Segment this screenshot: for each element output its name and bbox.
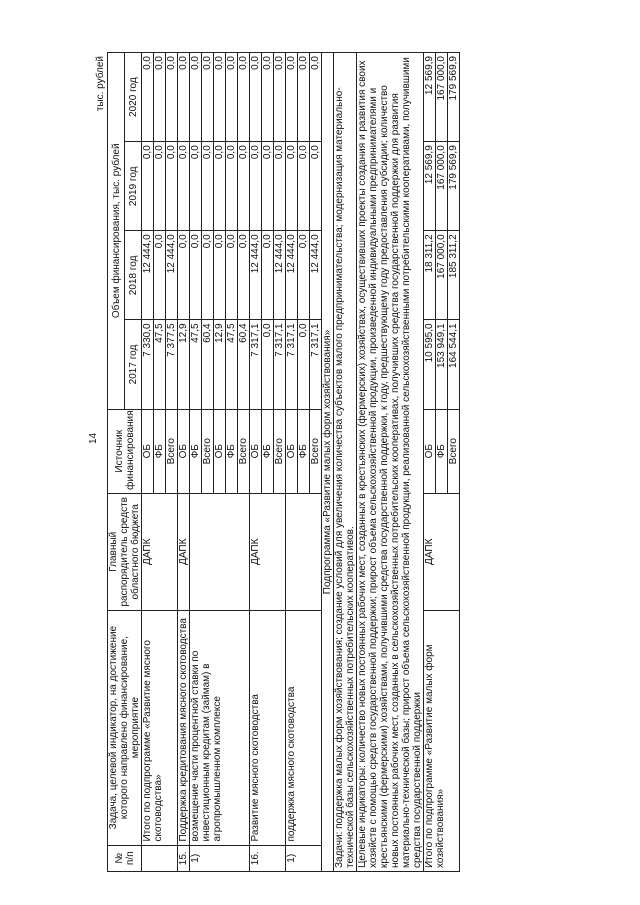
row-value: 0,0 [190,231,202,320]
row-value: 7 377,5 [166,320,178,409]
row-value: 7 317,1 [286,320,298,409]
row-task: поддержка мясного скотоводства [286,610,322,845]
row-value: 60,4 [238,320,250,409]
row-number: 1) [286,845,322,871]
row-value: 0,0 [298,320,310,409]
row-source: ОБ [424,409,436,493]
row-source: ОБ [178,409,190,493]
row-source: Всего [166,409,178,493]
row-value: 12 444,0 [166,231,178,320]
row-task: возмещение части процентной ставки по инвестиционным кредитам (займам) в агропромышленном комплексе [190,610,250,845]
page-number: 14 [88,432,99,444]
row-value: 47,5 [190,320,202,409]
indicators-text: Целевые индикаторы: количество новых постоянных рабочих мест, созданных в крестьянских (фермерских) хозяйствах, осуществивших проекты создания и развития своих хозяйств с помощью средств государственной поддержки; прирост объема сельскохозяйственной продукции, произведенной индивидуальными предпринимателями и крестьянскими (фермерскими) хозяйствами, получившими средства государственной поддержки, к году, предшествующему году предоставления субсидии; количество новых постоянных рабочих мест, созданных в сельскохозяйственных потребительских кооперативах, получивших средства государственной поддержки для развития материально-технической базы; прирост объема сельскохозяйственной продукции, реализованной сельскохозяйственными потребительскими кооперативами, получившими средства государственной поддержки [357,53,424,872]
header-volume: Объем финансирования, тыс. рублей [108,53,125,410]
row-value: 0,0 [274,142,286,231]
table-body [142,53,460,872]
row-source: Всего [274,409,286,493]
row-value: 18 311,2 [424,231,436,320]
tasks-text: Задачи: поддержка малых форм хозяйствования; создание условий для увеличения количества субъектов малого предпринимательства; модернизация материально-технической базы сельскохозяйственных потребительских кооперативов. [334,53,357,872]
row-value: 0,0 [250,142,262,231]
row-value: 10 595,0 [424,320,436,409]
row-value: 12,9 [214,320,226,409]
unit-label: тыс. рублей [95,56,106,112]
row-value: 12 444,0 [286,231,298,320]
row-value: 185 311,2 [448,231,460,320]
table-row [322,53,334,872]
row-value: 0,0 [250,53,262,142]
row-source: ОБ [286,409,298,493]
table-row [250,53,262,872]
row-value: 0,0 [202,142,214,231]
row-number: 15. [178,845,190,871]
table-row [334,53,357,872]
subprogram-title: Подпрограмма «Развитие малых форм хозяйствования» [322,53,334,872]
row-value: 0,0 [202,53,214,142]
table-row [424,53,436,872]
row-source: ФБ [436,409,448,493]
row-value: 0,0 [178,142,190,231]
row-value: 0,0 [262,320,274,409]
row-value: 164 544,1 [448,320,460,409]
row-value: 12 444,0 [250,231,262,320]
row-value: 0,0 [214,231,226,320]
header-source: Источник финансирования [108,409,142,493]
row-manager: ДАПК [250,493,286,610]
row-value: 153 949,1 [436,320,448,409]
row-value: 0,0 [310,142,322,231]
row-value: 0,0 [166,53,178,142]
header-year: 2017 год [125,320,142,409]
row-value: 7 317,1 [274,320,286,409]
row-value: 0,0 [142,53,154,142]
row-value: 47,5 [226,320,238,409]
row-source: ОБ [142,409,154,493]
table-row [178,53,190,872]
row-value: 12,9 [178,320,190,409]
row-value: 7 317,1 [250,320,262,409]
row-value: 12 444,0 [310,231,322,320]
row-value: 167 000,0 [436,142,448,231]
row-value: 0,0 [238,231,250,320]
table-row [142,53,154,872]
row-source: ОБ [214,409,226,493]
row-value: 0,0 [190,142,202,231]
header-row-1 [108,53,125,872]
row-manager: ДАПК [424,493,460,610]
row-value: 0,0 [298,231,310,320]
header-manager: Главный распорядитель средств областного бюджета [108,493,142,610]
table-row [286,53,298,872]
row-source: ОБ [250,409,262,493]
row-value: 0,0 [310,53,322,142]
row-value: 0,0 [202,231,214,320]
row-source: ФБ [154,409,166,493]
row-value: 0,0 [226,142,238,231]
row-value: 0,0 [214,53,226,142]
row-value: 0,0 [154,142,166,231]
row-value: 0,0 [226,53,238,142]
row-manager: ДАПК [142,493,178,610]
row-value: 60,4 [202,320,214,409]
row-value: 0,0 [262,142,274,231]
row-value: 179 569,9 [448,142,460,231]
row-number: 16. [250,845,286,871]
row-task: Развитие мясного скотоводства [250,610,286,845]
row-task: Итого по подпрограмме «Развитие малых форм хозяйствования» [424,610,460,871]
row-value: 0,0 [262,53,274,142]
row-value: 0,0 [298,53,310,142]
row-value: 0,0 [238,53,250,142]
financing-table [107,52,460,872]
header-year: 2018 год [125,231,142,320]
row-value: 0,0 [298,142,310,231]
row-value: 0,0 [262,231,274,320]
row-number: 1) [190,845,250,871]
row-source: ФБ [262,409,274,493]
row-source: Всего [238,409,250,493]
row-source: Всего [202,409,214,493]
header-task: Задача, целевой индикатор, на достижение которого направлено финансирование, мероприятие [108,610,142,845]
row-manager [286,493,322,610]
row-value: 0,0 [286,142,298,231]
row-value: 0,0 [142,142,154,231]
header-num: № п/п [108,845,142,871]
header-year: 2019 год [125,142,142,231]
table-row [357,53,424,872]
rotated-page [95,52,460,872]
row-manager [190,493,250,610]
row-value: 0,0 [238,142,250,231]
row-value: 12 569,9 [424,142,436,231]
row-value: 12 444,0 [142,231,154,320]
row-value: 0,0 [214,142,226,231]
row-manager: ДАПК [178,493,190,610]
header-year: 2020 год [125,53,142,142]
table-row [190,53,202,872]
row-source: ФБ [190,409,202,493]
row-task: Поддержка кредитования мясного скотоводства [178,610,190,845]
row-value: 0,0 [154,231,166,320]
row-value: 0,0 [226,231,238,320]
row-value: 0,0 [178,231,190,320]
row-value: 179 569,9 [448,53,460,142]
row-value: 7 330,0 [142,320,154,409]
row-value: 12 569,9 [424,53,436,142]
row-source: Всего [310,409,322,493]
row-value: 0,0 [178,53,190,142]
row-task: Итого по подпрограмме «Развитие мясного скотоводства» [142,610,178,845]
row-source: ФБ [298,409,310,493]
row-value: 47,5 [154,320,166,409]
row-value: 0,0 [154,53,166,142]
row-value: 0,0 [274,53,286,142]
row-source: ФБ [226,409,238,493]
row-value: 167 000,0 [436,53,448,142]
row-number [142,845,178,871]
row-value: 7 317,1 [310,320,322,409]
row-value: 167 000,0 [436,231,448,320]
row-value: 0,0 [190,53,202,142]
row-value: 0,0 [166,142,178,231]
row-source: Всего [448,409,460,493]
row-value: 12 444,0 [274,231,286,320]
row-value: 0,0 [286,53,298,142]
